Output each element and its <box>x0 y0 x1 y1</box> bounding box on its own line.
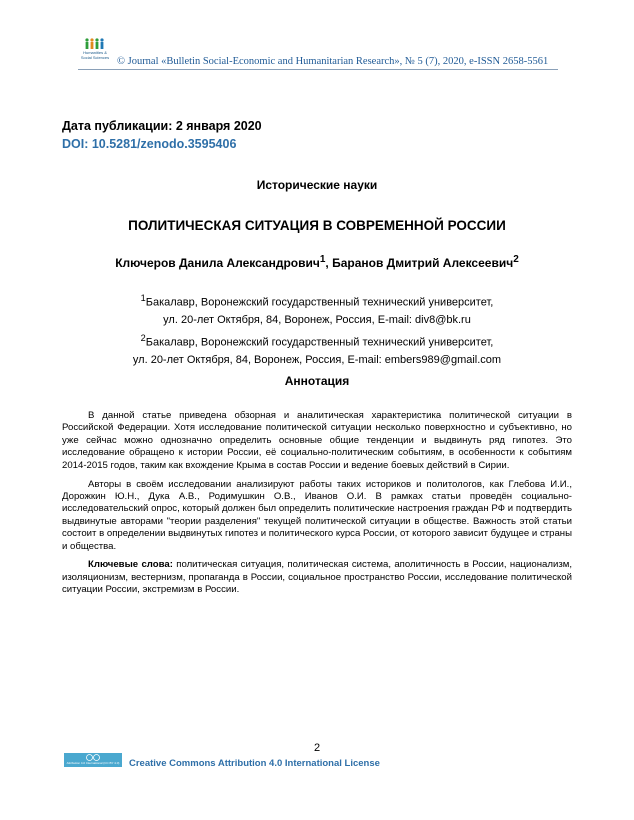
keywords-text: политическая ситуация, политическая система, аполитичность в России, национализм, изоляционизм, вестернизм, пропаганда в России, социальное пространство России, исследование политической ситуации России, экстремизм в России. <box>62 559 572 596</box>
section-heading: Исторические науки <box>256 178 378 192</box>
doi-link[interactable]: DOI: 10.5281/zenodo.3595406 <box>62 137 237 151</box>
affiliation-1-ref: 1 <box>140 293 146 303</box>
affiliation-2-ref: 2 <box>140 332 146 343</box>
keywords-paragraph <box>62 559 572 596</box>
affiliation-2 <box>0 330 634 352</box>
author-1-ref: 1 <box>319 254 326 265</box>
header-divider <box>78 69 558 70</box>
author-1: Ключеров Данила Александрович <box>115 256 320 270</box>
annotation-paragraph-1: В данной статье приведена обзорная и аналитическая характеристика политической ситуации в Российской Федерации. Хотя исследование политической ситуации несколько поверхностно и субъективно, но уже сейчас можно однозначно определить основные общие тенденции и выдвинуть ряд гипотез. Это исследование обращено к истории России, её социально-политическим событиям, в особенности к событиям 2014-2015 годов, таким как вхождение Крыма в состав России и ведение боевых действий в Сирии. <box>62 410 572 471</box>
authors-line <box>0 254 634 270</box>
author-separator: , <box>325 256 333 270</box>
affiliation-1-address: ул. 20-лет Октября, 84, Воронеж, Россия, E-mail: div8@bk.ru <box>163 314 471 327</box>
keywords-label: Ключевые слова: <box>88 559 173 571</box>
article-title: ПОЛИТИЧЕСКАЯ СИТУАЦИЯ В СОВРЕМЕННОЙ РОССИИ <box>128 218 506 233</box>
journal-logo <box>78 38 112 66</box>
publication-date: Дата публикации: 2 января 2020 <box>62 119 262 133</box>
license-link[interactable]: Creative Commons Attribution 4.0 International License <box>129 758 380 769</box>
annotation-body <box>62 410 572 603</box>
author-2: Баранов Дмитрий Алексеевич <box>332 256 514 270</box>
affiliations <box>0 290 634 369</box>
annotation-heading: Аннотация <box>284 374 350 388</box>
cc-badge-caption: Attribution 4.0 International (CC BY 4.0) <box>66 761 120 765</box>
people-logo-icon <box>84 38 106 50</box>
journal-header: © Journal «Bulletin Social-Economic and Humanitarian Research», № 5 (7), 2020, e-ISSN 2658-5561 <box>117 56 549 67</box>
cc-by-icon <box>86 754 100 761</box>
affiliation-2-text: Бакалавр, Воронежский государственный технический университет, <box>145 336 494 349</box>
cc-license-badge[interactable] <box>64 753 122 767</box>
affiliation-1-text: Бакалавр, Воронежский государственный технический университет, <box>145 296 494 309</box>
affiliation-1 <box>0 290 634 312</box>
annotation-paragraph-2: Авторы в своём исследовании анализируют работы таких историков и политологов, как Глебова И.И., Дорожкин Ю.Н., Дука А.В., Родимушкин О.В., Иванов О.И. В рамках статьи проведён социально-исследовательский опрос, который должен был определить политические настроения граждан РФ и подтвердить выдвинутые авторами "теории разделения" текущей политической ситуации в обществе. Важность этой статьи состоит в определении выдвинутых гипотез и политического курса России, от которого зависит будущее и страны и общества. <box>62 478 572 552</box>
author-2-ref: 2 <box>513 254 519 265</box>
affiliation-2-address: ул. 20-лет Октября, 84, Воронеж, Россия, E-mail: embers989@gmail.com <box>132 353 502 366</box>
logo-caption: Humanities & Social Sciences <box>80 50 110 60</box>
page-number: 2 <box>313 742 321 754</box>
